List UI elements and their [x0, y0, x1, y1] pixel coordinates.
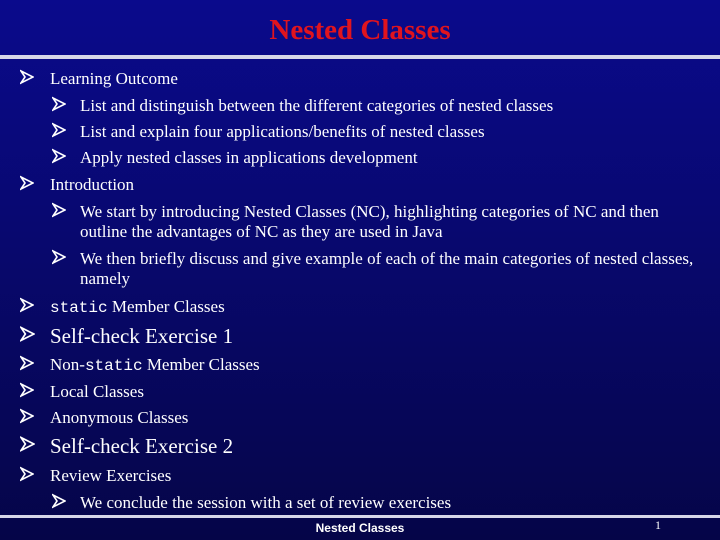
- bullet-learning-outcome: [20, 69, 178, 89]
- sub-bullet: [52, 493, 702, 513]
- sub-bullet: [52, 122, 702, 142]
- title-divider: [0, 55, 720, 59]
- bullet-review-exercises: [20, 466, 171, 486]
- footer-divider: [0, 515, 720, 518]
- bullet-text: Learning Outcome: [50, 69, 178, 88]
- bullet-anonymous-classes: [20, 408, 188, 428]
- arrow-bullet-icon: [20, 175, 46, 191]
- bullet-text-rest: Member Classes: [107, 297, 225, 316]
- arrow-bullet-icon: [20, 355, 46, 371]
- arrow-bullet-icon: [20, 324, 46, 344]
- arrow-bullet-icon: [20, 382, 46, 398]
- sub-bullet-text: Apply nested classes in applications development: [80, 148, 418, 167]
- sub-bullet-text: We then briefly discuss and give example of each of the main categories of nested classes, namely: [80, 249, 694, 288]
- bullet-static-member-classes: [20, 297, 225, 317]
- bullet-text: Anonymous Classes: [50, 408, 189, 427]
- bullet-text: Introduction: [50, 175, 135, 194]
- arrow-bullet-icon: [52, 202, 78, 218]
- bullet-non-static-member-classes: [20, 355, 260, 375]
- arrow-bullet-icon: [20, 297, 46, 313]
- slide-title: Nested Classes: [269, 14, 451, 46]
- bullet-text: Review Exercises: [50, 466, 172, 485]
- arrow-bullet-icon: [20, 434, 46, 454]
- bullet-text-rest: Member Classes: [142, 355, 260, 374]
- bullet-text: Self-check Exercise 2: [50, 434, 234, 458]
- sub-bullet-text: We start by introducing Nested Classes (NC), highlighting categories of NC and then outline the advantages of NC as they are used in Java: [80, 202, 659, 241]
- sub-bullet: [52, 202, 702, 241]
- sub-bullet-text: We conclude the session with a set of review exercises: [80, 493, 452, 512]
- sub-bullet-text: List and explain four applications/benefits of nested classes: [80, 122, 485, 141]
- bullet-introduction: [20, 175, 134, 195]
- bullet-local-classes: [20, 382, 144, 402]
- arrow-bullet-icon: [52, 148, 78, 164]
- page-number: 1: [655, 518, 661, 532]
- bullet-text: [50, 355, 260, 375]
- bullet-text: Local Classes: [50, 382, 144, 401]
- sub-bullet: [52, 96, 702, 116]
- code-keyword: static: [50, 299, 108, 317]
- arrow-bullet-icon: [52, 249, 78, 265]
- arrow-bullet-icon: [20, 408, 46, 424]
- sub-bullet: [52, 148, 702, 168]
- sub-bullet: [52, 249, 702, 288]
- code-keyword: static: [84, 357, 143, 375]
- arrow-bullet-icon: [52, 122, 78, 138]
- bullet-text: [50, 297, 225, 317]
- bullet-self-check-1: [20, 324, 233, 348]
- arrow-bullet-icon: [20, 466, 46, 482]
- footer-title: Nested Classes: [315, 521, 405, 535]
- arrow-bullet-icon: [20, 69, 46, 85]
- arrow-bullet-icon: [52, 493, 78, 509]
- sub-bullet-text: List and distinguish between the different categories of nested classes: [80, 96, 554, 115]
- bullet-text-prefix: Non-: [50, 355, 85, 374]
- bullet-self-check-2: [20, 434, 233, 458]
- arrow-bullet-icon: [52, 96, 78, 112]
- bullet-text: Self-check Exercise 1: [50, 324, 234, 348]
